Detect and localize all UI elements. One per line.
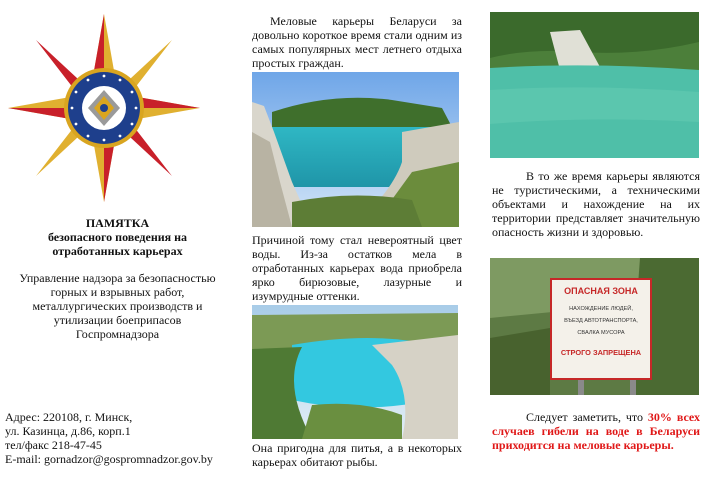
left-column	[0, 0, 235, 487]
organization-block	[0, 271, 235, 341]
address-line-1: Адрес: 220108, г. Минск,	[5, 410, 133, 424]
right-paragraph-1: В то же время карьеры являются не туристическими, а техническими объектами и нахождение на их территории представляет значительную опасность жизни и здоровью.	[492, 169, 700, 239]
fatality-statistic: 30% всех случаев гибели на воде в Беларуси приходится на меловые карьеры.	[492, 410, 701, 452]
phone-line: тел/факс 218-47-45	[5, 438, 102, 452]
sign-bottom: СТРОГО ЗАПРЕЩЕНА	[560, 348, 642, 357]
sign-line-1: НАХОЖДЕНИЕ ЛЮДЕЙ,	[569, 306, 633, 312]
org-line-4: утилизации боеприпасов	[53, 313, 182, 327]
address-line-2: ул. Казинца, д.86, корп.1	[5, 424, 131, 438]
email-line: E-mail: gornadzor@gospromnadzor.gov.by	[5, 452, 213, 466]
danger-sign	[550, 278, 652, 380]
right-paragraph-2-prefix: Следует заметить, что	[526, 410, 648, 424]
org-line-3: металлургических производств и	[32, 299, 203, 313]
quarry-photo-3	[490, 12, 699, 158]
quarry-photo-1	[252, 72, 459, 227]
middle-paragraph-1: Меловые карьеры Беларуси за довольно короткое время стали одним из самых популярных мест летнего отдыха простых граждан.	[252, 14, 462, 70]
sign-title: ОПАСНАЯ ЗОНА	[564, 286, 638, 296]
brochure-subtitle-2: отработанных карьерах	[52, 244, 183, 258]
middle-column	[252, 0, 464, 487]
right-column	[490, 0, 702, 487]
quarry-photo-2	[252, 305, 458, 439]
sign-line-3: СВАЛКА МУСОРА	[577, 330, 625, 336]
middle-paragraph-2: Причиной тому стал невероятный цвет воды. Из-за остатков мела в отработанных карьерах вода приобрела ярко бирюзовые, лазурные и изумрудные оттенки.	[252, 233, 462, 303]
right-paragraph-2	[492, 410, 700, 452]
org-line-1: Управление надзора за безопасностью	[19, 271, 216, 285]
org-line-5: Госпромнадзора	[75, 327, 160, 341]
brochure-subtitle-1: безопасного поведения на	[47, 230, 188, 244]
middle-paragraph-3: Она пригодна для питья, а в некоторых карьерах обитают рыбы.	[252, 441, 462, 469]
contacts-block	[5, 410, 233, 466]
org-line-2: горных и взрывных работ,	[50, 285, 185, 299]
brochure-title: ПАМЯТКА	[85, 216, 150, 230]
sign-line-2: ВЪЕЗД АВТОТРАНСПОРТА,	[564, 318, 638, 324]
emblem-logo	[6, 12, 202, 204]
